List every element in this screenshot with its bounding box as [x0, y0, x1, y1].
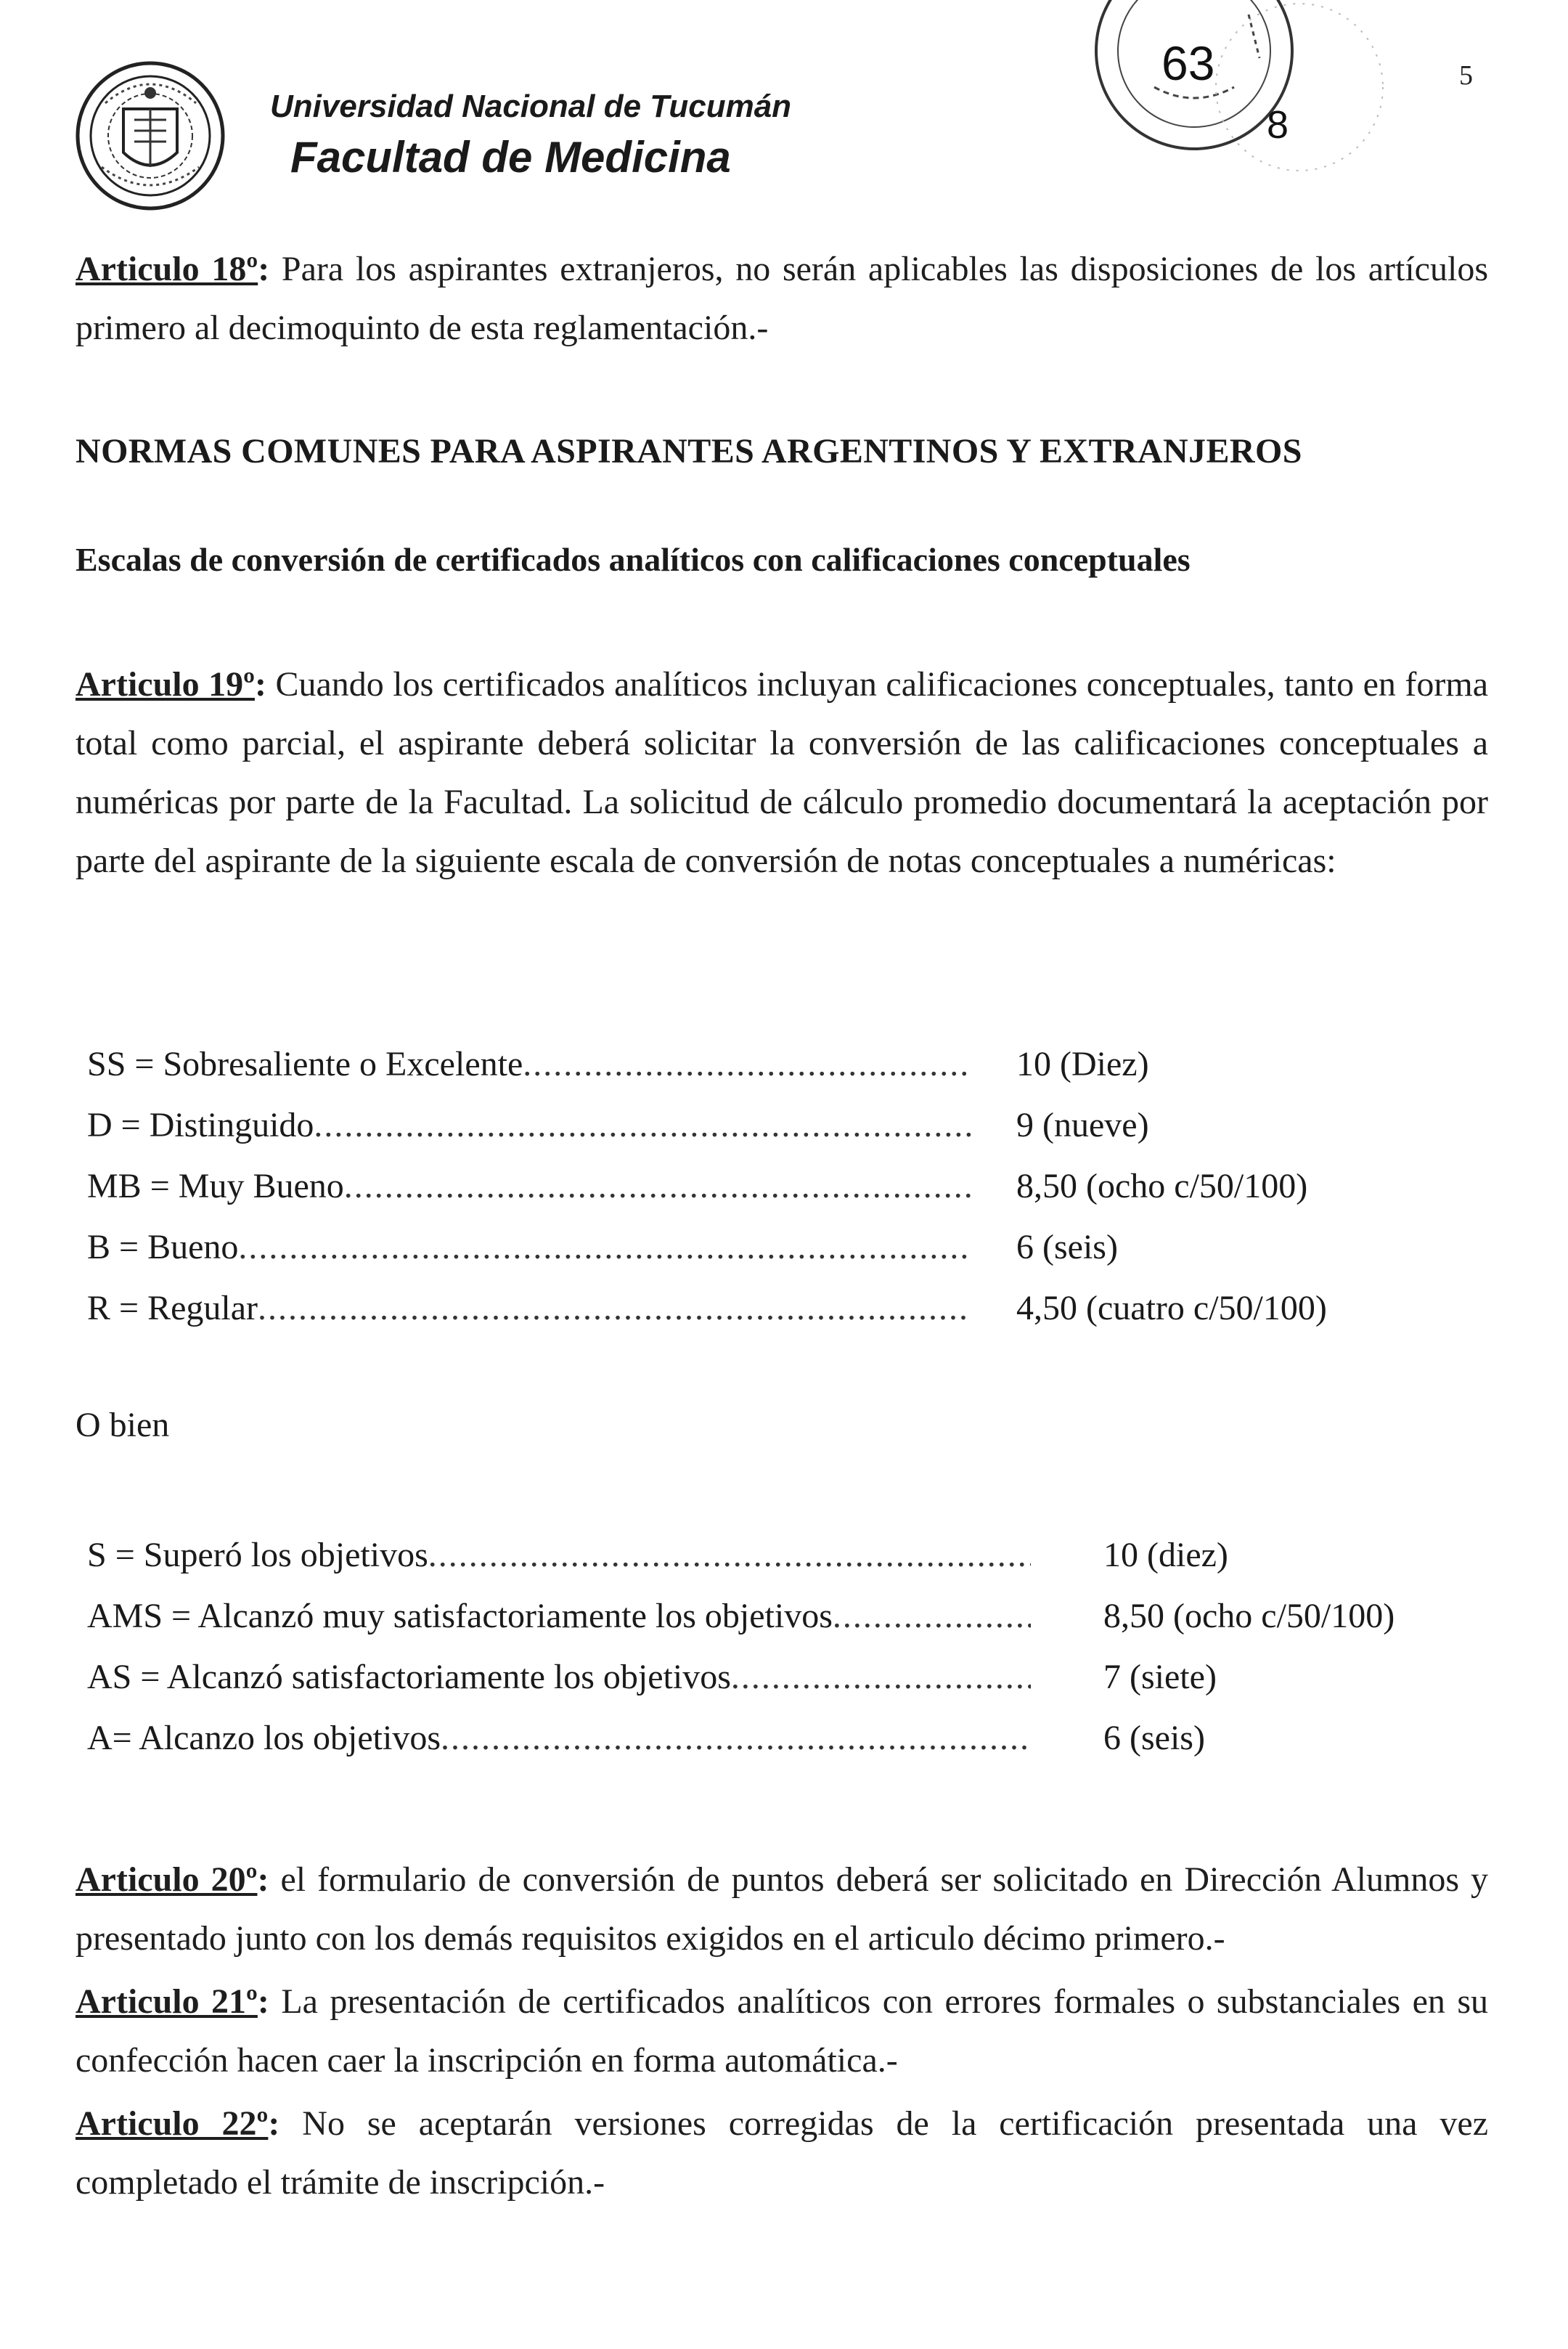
- article-21: Articulo 21º: La presentación de certificados analíticos con errores formales o substanciales en su confección hacen caer la inscripción en forma automática.-: [75, 1982, 1489, 2080]
- scale-label: AS = Alcanzó satisfactoriamente los objetivos: [87, 1658, 731, 1696]
- scale-row: [87, 1647, 1285, 1708]
- scale-value: 6 (seis): [1016, 1228, 1118, 1266]
- scale-label: SS = Sobresaliente o Excelente: [87, 1045, 523, 1083]
- scale-value: 9 (nueve): [1016, 1106, 1149, 1144]
- scale-value: 6 (seis): [1103, 1719, 1205, 1757]
- scale-row: [87, 1156, 1321, 1217]
- article-20-text: el formulario de conversión de puntos deberá ser solicitado en Dirección Alumnos y presentado junto con los demás requisitos exigidos en el articulo décimo primero.-: [75, 1860, 1488, 1958]
- scale-row: [87, 1586, 1466, 1647]
- scale-value: 8,50 (ocho c/50/100): [1103, 1597, 1395, 1635]
- university-name: Universidad Nacional de Tucumán: [270, 89, 792, 124]
- scale-value: 7 (siete): [1103, 1658, 1217, 1696]
- scale-value: 10 (diez): [1103, 1536, 1228, 1574]
- scale-row: [87, 1525, 1285, 1586]
- article-18: Articulo 18º: Para los aspirantes extranjeros, no serán aplicables las disposiciones de los artículos primero al decimoquinto de esta reglamentación.-: [75, 250, 1488, 347]
- article-22-label: Articulo 22º: [75, 2104, 269, 2143]
- article-19: Articulo 19º: Cuando los certificados analíticos incluyan calificaciones conceptuales, tanto en forma total como parcial, el aspirante deberá solicitar la conversión de las calificaciones conceptuales a numéricas por parte de la Facultad. La solicitud de cálculo promedio documentará la aceptación por parte del aspirante de la siguiente escala de conversión de notas conceptuales a numéricas:: [75, 665, 1489, 880]
- scale-label: B = Bueno: [87, 1228, 239, 1266]
- article-18-text: Para los aspirantes extranjeros, no serán aplicables las disposiciones de los artículos primero al decimoquinto de esta reglamentación.-: [75, 250, 1488, 347]
- university-seal-icon: [73, 58, 229, 214]
- stamp-number: 63: [1161, 36, 1215, 90]
- scale-label: D = Distinguido: [87, 1106, 314, 1144]
- scale-value: 8,50 (ocho c/50/100): [1016, 1167, 1308, 1205]
- page-number: 5: [1459, 60, 1473, 91]
- scale-row: [87, 1034, 1176, 1095]
- article-20: Articulo 20º: el formulario de conversión de puntos deberá ser solicitado en Dirección Alumnos y presentado junto con los demás requisitos exigidos en el articulo décimo primero.-: [75, 1860, 1488, 1958]
- scale-row: [87, 1708, 1285, 1769]
- section-heading: NORMAS COMUNES PARA ASPIRANTES ARGENTINOS Y EXTRANJEROS: [75, 432, 1302, 471]
- section-subheading: Escalas de conversión de certificados analíticos con calificaciones conceptuales: [75, 541, 1191, 578]
- article-21-label: Articulo 21º: [75, 1982, 258, 2021]
- article-18-label: Articulo 18º: [75, 250, 258, 288]
- article-22-text: No se aceptarán versiones corregidas de la certificación presentada una vez completado el trámite de inscripción.-: [75, 2104, 1489, 2202]
- folio-stamp-icon: [1067, 0, 1408, 211]
- article-20-label: Articulo 20º: [75, 1860, 258, 1899]
- article-19-label: Articulo 19º: [75, 665, 255, 704]
- scale-value: 10 (Diez): [1016, 1045, 1149, 1083]
- stamp-suffix: 8: [1267, 103, 1289, 147]
- scale-label: R = Regular: [87, 1289, 258, 1327]
- scale-row: [87, 1278, 1357, 1339]
- scale-label: A= Alcanzo los objetivos: [87, 1719, 441, 1757]
- article-22: Articulo 22º: No se aceptarán versiones corregidas de la certificación presentada una vez completado el trámite de inscripción.-: [75, 2104, 1489, 2202]
- article-21-text: La presentación de certificados analíticos con errores formales o substanciales en su confección hacen caer la inscripción en forma automática.-: [75, 1982, 1489, 2080]
- scale-label: S = Superó los objetivos: [87, 1536, 428, 1574]
- faculty-name: Facultad de Medicina: [290, 133, 731, 182]
- scale-row: [87, 1217, 1176, 1278]
- article-19-text: Cuando los certificados analíticos incluyan calificaciones conceptuales, tanto en forma total como parcial, el aspirante deberá solicitar la conversión de las calificaciones conceptuales a numéricas por parte de la Facultad. La solicitud de cálculo promedio documentará la aceptación por parte del aspirante de la siguiente escala de conversión de notas conceptuales a numéricas:: [75, 665, 1489, 880]
- alternative-separator: O bien: [75, 1406, 170, 1444]
- scale-label: MB = Muy Bueno: [87, 1167, 344, 1205]
- scale-value: 4,50 (cuatro c/50/100): [1016, 1289, 1327, 1327]
- scale-label: AMS = Alcanzó muy satisfactoriamente los objetivos: [87, 1597, 833, 1635]
- scale-row: [87, 1095, 1176, 1156]
